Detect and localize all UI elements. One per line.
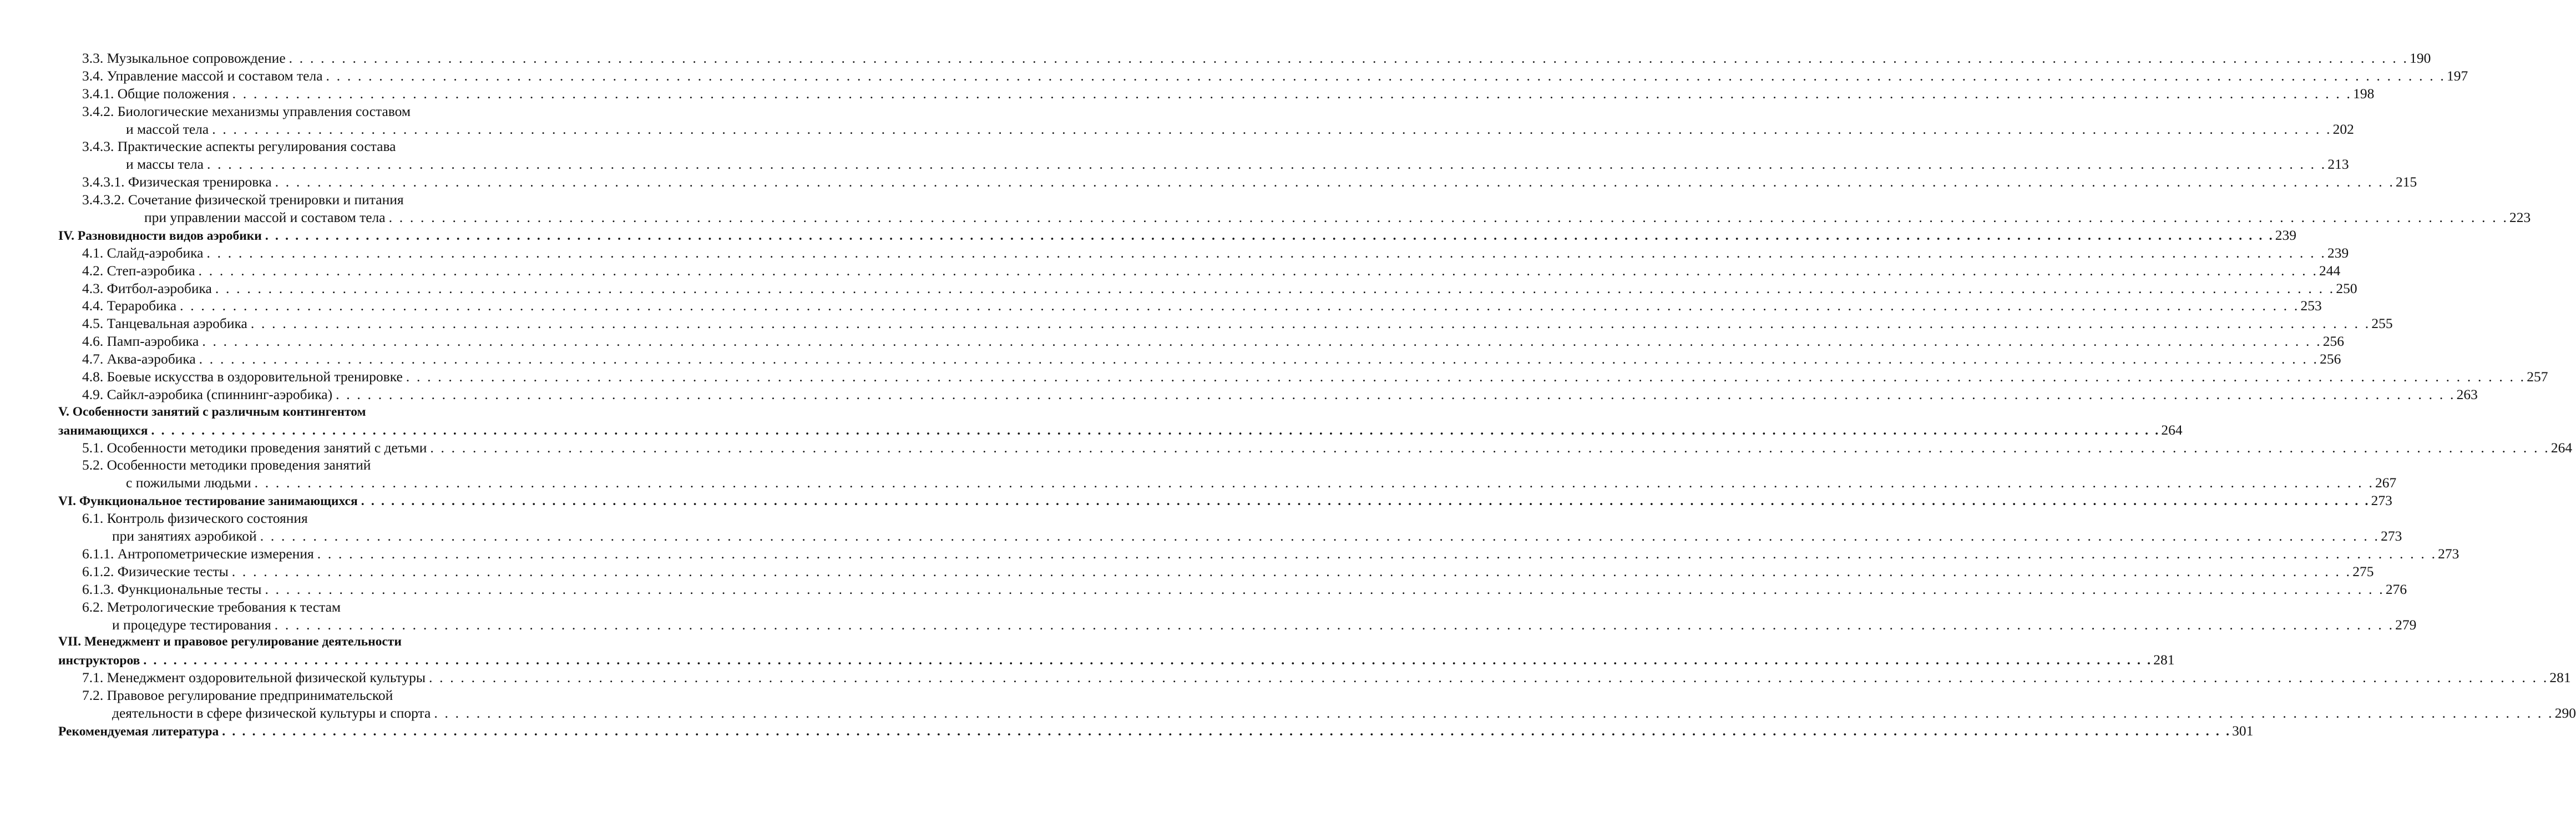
toc-page-number: 281 bbox=[2549, 669, 2571, 686]
toc-page-number: 264 bbox=[2161, 421, 2183, 438]
toc-entry bbox=[0, 510, 555, 527]
toc-entry-title: V. Особенности занятий с различным контингентом bbox=[58, 404, 366, 419]
toc-entry bbox=[0, 297, 2322, 315]
toc-dot-leader: . . . . . . . . . . . . . . . . . . . . . . . . . . . . . . . . . . . . . . . . . . . . . . . . . . . . . . . . . . . . . . . . . . . . . . . . . . . . . . . . . . . . . . . . . . . . . . . . . . . . . . . . . . . . . . . . . . . . . . . . . . . . . . . . . . . . . . . . . . . . . . . . . . . . . . . . . . . . . . . . . . . . . . . . . . . . . . . . . . . . . . . . . . . . . . . . . . . . . . . . bbox=[406, 369, 2526, 385]
toc-entry-title: и массой тела bbox=[126, 120, 212, 138]
toc-entry bbox=[0, 581, 2407, 598]
toc-dot-leader: . . . . . . . . . . . . . . . . . . . . . . . . . . . . . . . . . . . . . . . . . . . . . . . . . . . . . . . . . . . . . . . . . . . . . . . . . . . . . . . . . . . . . . . . . . . . . . . . . . . . . . . . . . . . . . . . . . . . . . . . . . . . . . . . . . . . . . . . . . . . . . . . . . . . . . . . . . . . . . . . . . . . . . . . . . . . . . . . . . . . . . . . . . . . . . . . . . . . . . . . bbox=[198, 262, 2319, 279]
toc-page-number: 190 bbox=[2410, 50, 2431, 66]
toc-entry bbox=[0, 244, 2349, 262]
toc-entry-title: 5.1. Особенности методики проведения занятий с детьми bbox=[82, 439, 430, 457]
toc-entry bbox=[0, 598, 555, 616]
toc-entry bbox=[0, 474, 2397, 492]
toc-dot-leader: . . . . . . . . . . . . . . . . . . . . . . . . . . . . . . . . . . . . . . . . . . . . . . . . . . . . . . . . . . . . . . . . . . . . . . . . . . . . . . . . . . . . . . . . . . . . . . . . . . . . . . . . . . . . . . . . . . . . . . . . . . . . . . . . . . . . . . . . . . . . . . . . . . . . . . . . . . . . . . . . . . . . . . . . . . . . . . . . . . . . . . . . . . . . . . . . . . . . . . . . bbox=[274, 616, 2395, 633]
toc-entry-title: 3.4.2. Биологические механизмы управления составом bbox=[82, 103, 411, 119]
toc-page-number: 275 bbox=[2352, 563, 2374, 579]
toc-entry bbox=[0, 439, 2573, 457]
toc-entry-title: 4.9. Сайкл-аэробика (спиннинг-аэробика) bbox=[82, 386, 336, 404]
toc-page-number: 263 bbox=[2456, 386, 2478, 402]
toc-entry-title: деятельности в сфере физической культуры и спорта bbox=[112, 704, 434, 722]
toc-entry bbox=[0, 404, 555, 421]
toc-dot-leader: . . . . . . . . . . . . . . . . . . . . . . . . . . . . . . . . . . . . . . . . . . . . . . . . . . . . . . . . . . . . . . . . . . . . . . . . . . . . . . . . . . . . . . . . . . . . . . . . . . . . . . . . . . . . . . . . . . . . . . . . . . . . . . . . . . . . . . . . . . . . . . . . . . . . . . . . . . . . . . . . . . . . . . . . . . . . . . . . . . . . . . . . . . . . . . . . . . . . . . . . bbox=[222, 724, 2231, 739]
toc-entry-title: 6.2. Метрологические требования к тестам bbox=[82, 598, 341, 615]
toc-page-number: 276 bbox=[2385, 581, 2407, 597]
toc-dot-leader: . . . . . . . . . . . . . . . . . . . . . . . . . . . . . . . . . . . . . . . . . . . . . . . . . . . . . . . . . . . . . . . . . . . . . . . . . . . . . . . . . . . . . . . . . . . . . . . . . . . . . . . . . . . . . . . . . . . . . . . . . . . . . . . . . . . . . . . . . . . . . . . . . . . . . . . . . . . . . . . . . . . . . . . . . . . . . . . . . . . . . . . . . . . . . . . . . . . . . . . . bbox=[180, 297, 2300, 314]
toc-entry bbox=[0, 103, 555, 120]
toc-entry-title: при занятиях аэробикой bbox=[112, 527, 260, 545]
toc-page-number: 244 bbox=[2319, 262, 2341, 279]
toc-page-number: 290 bbox=[2554, 704, 2576, 721]
toc-entry bbox=[0, 173, 2417, 191]
toc-entry-title: 4.2. Степ-аэробика bbox=[82, 262, 199, 280]
toc-dot-leader: . . . . . . . . . . . . . . . . . . . . . . . . . . . . . . . . . . . . . . . . . . . . . . . . . . . . . . . . . . . . . . . . . . . . . . . . . . . . . . . . . . . . . . . . . . . . . . . . . . . . . . . . . . . . . . . . . . . . . . . . . . . . . . . . . . . . . . . . . . . . . . . . . . . . . . . . . . . . . . . . . . . . . . . . . . . . . . . . . . . . . . . . . . . . . . . . . . . . . . . . bbox=[361, 494, 2370, 509]
toc-dot-leader: . . . . . . . . . . . . . . . . . . . . . . . . . . . . . . . . . . . . . . . . . . . . . . . . . . . . . . . . . . . . . . . . . . . . . . . . . . . . . . . . . . . . . . . . . . . . . . . . . . . . . . . . . . . . . . . . . . . . . . . . . . . . . . . . . . . . . . . . . . . . . . . . . . . . . . . . . . . . . . . . . . . . . . . . . . . . . . . . . . . . . . . . . . . . . . . . . . . . . . . . bbox=[212, 120, 2332, 137]
toc-entry-title: 3.4.1. Общие положения bbox=[82, 85, 232, 103]
toc-entry-title: 3.4.3.1. Физическая тренировка bbox=[82, 173, 275, 191]
toc-dot-leader: . . . . . . . . . . . . . . . . . . . . . . . . . . . . . . . . . . . . . . . . . . . . . . . . . . . . . . . . . . . . . . . . . . . . . . . . . . . . . . . . . . . . . . . . . . . . . . . . . . . . . . . . . . . . . . . . . . . . . . . . . . . . . . . . . . . . . . . . . . . . . . . . . . . . . . . . . . . . . . . . . . . . . . . . . . . . . . . . . . . . . . . . . . . . . . . . . . . . . . . . bbox=[206, 156, 2327, 173]
toc-dot-leader: . . . . . . . . . . . . . . . . . . . . . . . . . . . . . . . . . . . . . . . . . . . . . . . . . . . . . . . . . . . . . . . . . . . . . . . . . . . . . . . . . . . . . . . . . . . . . . . . . . . . . . . . . . . . . . . . . . . . . . . . . . . . . . . . . . . . . . . . . . . . . . . . . . . . . . . . . . . . . . . . . . . . . . . . . . . . . . . . . . . . . . . . . . . . . . . . . . . . . . . . bbox=[199, 351, 2319, 367]
toc-entry-title: 3.4. Управление массой и составом тела bbox=[82, 67, 326, 85]
toc-entry bbox=[0, 85, 2375, 103]
toc-dot-leader: . . . . . . . . . . . . . . . . . . . . . . . . . . . . . . . . . . . . . . . . . . . . . . . . . . . . . . . . . . . . . . . . . . . . . . . . . . . . . . . . . . . . . . . . . . . . . . . . . . . . . . . . . . . . . . . . . . . . . . . . . . . . . . . . . . . . . . . . . . . . . . . . . . . . . . . . . . . . . . . . . . . . . . . . . . . . . . . . . . . . . . . . . . . . . . . . . . . . . . . . bbox=[430, 439, 2550, 456]
toc-page-number: 273 bbox=[2371, 492, 2392, 509]
table-of-contents bbox=[0, 49, 2576, 740]
toc-dot-leader: . . . . . . . . . . . . . . . . . . . . . . . . . . . . . . . . . . . . . . . . . . . . . . . . . . . . . . . . . . . . . . . . . . . . . . . . . . . . . . . . . . . . . . . . . . . . . . . . . . . . . . . . . . . . . . . . . . . . . . . . . . . . . . . . . . . . . . . . . . . . . . . . . . . . . . . . . . . . . . . . . . . . . . . . . . . . . . . . . . . . . . . . . . . . . . . . . . . . . . . . bbox=[265, 228, 2274, 243]
toc-page-number: 213 bbox=[2327, 156, 2349, 173]
toc-entry-title: IV. Разновидности видов аэробики bbox=[58, 228, 265, 245]
toc-dot-leader: . . . . . . . . . . . . . . . . . . . . . . . . . . . . . . . . . . . . . . . . . . . . . . . . . . . . . . . . . . . . . . . . . . . . . . . . . . . . . . . . . . . . . . . . . . . . . . . . . . . . . . . . . . . . . . . . . . . . . . . . . . . . . . . . . . . . . . . . . . . . . . . . . . . . . . . . . . . . . . . . . . . . . . . . . . . . . . . . . . . . . . . . . . . . . . . . . . . . . . . . bbox=[250, 315, 2371, 332]
toc-entry-title: 3.3. Музыкальное сопровождение bbox=[82, 49, 289, 67]
toc-entry bbox=[0, 687, 555, 704]
toc-entry bbox=[0, 722, 2254, 740]
toc-page-number: 215 bbox=[2396, 174, 2417, 190]
toc-entry bbox=[0, 226, 2297, 244]
toc-entry-title: 4.1. Слайд-аэробика bbox=[82, 244, 207, 262]
toc-page-number: 197 bbox=[2446, 67, 2468, 84]
toc-dot-leader: . . . . . . . . . . . . . . . . . . . . . . . . . . . . . . . . . . . . . . . . . . . . . . . . . . . . . . . . . . . . . . . . . . . . . . . . . . . . . . . . . . . . . . . . . . . . . . . . . . . . . . . . . . . . . . . . . . . . . . . . . . . . . . . . . . . . . . . . . . . . . . . . . . . . . . . . . . . . . . . . . . . . . . . . . . . . . . . . . . . . . . . . . . . . . . . . . . . . . . . . bbox=[151, 423, 2160, 438]
toc-page-number: 253 bbox=[2300, 297, 2322, 314]
toc-entry-title: 7.2. Правовое регулирование предпринимательской bbox=[82, 687, 393, 704]
toc-entry-title: 4.6. Памп-аэробика bbox=[82, 332, 202, 350]
toc-entry bbox=[0, 492, 2392, 510]
toc-entry-title: 5.2. Особенности методики проведения занятий bbox=[82, 457, 371, 473]
toc-entry-title: 4.5. Танцевальная аэробика bbox=[82, 315, 251, 332]
toc-entry-title: 6.1.3. Функциональные тесты bbox=[82, 581, 265, 598]
toc-dot-leader: . . . . . . . . . . . . . . . . . . . . . . . . . . . . . . . . . . . . . . . . . . . . . . . . . . . . . . . . . . . . . . . . . . . . . . . . . . . . . . . . . . . . . . . . . . . . . . . . . . . . . . . . . . . . . . . . . . . . . . . . . . . . . . . . . . . . . . . . . . . . . . . . . . . . . . . . . . . . . . . . . . . . . . . . . . . . . . . . . . . . . . . . . . . . . . . . . . . . . . . . bbox=[202, 333, 2322, 350]
toc-page-number: 273 bbox=[2381, 528, 2402, 544]
toc-entry-title: 3.4.3.2. Сочетание физической тренировки и питания bbox=[82, 191, 404, 208]
toc-entry-title: инструкторов bbox=[58, 652, 143, 670]
toc-page-number: 279 bbox=[2395, 616, 2417, 633]
toc-dot-leader: . . . . . . . . . . . . . . . . . . . . . . . . . . . . . . . . . . . . . . . . . . . . . . . . . . . . . . . . . . . . . . . . . . . . . . . . . . . . . . . . . . . . . . . . . . . . . . . . . . . . . . . . . . . . . . . . . . . . . . . . . . . . . . . . . . . . . . . . . . . . . . . . . . . . . . . . . . . . . . . . . . . . . . . . . . . . . . . . . . . . . . . . . . . . . . . . . . . . . . . . bbox=[206, 244, 2326, 261]
toc-page-number: 256 bbox=[2322, 333, 2345, 350]
toc-dot-leader: . . . . . . . . . . . . . . . . . . . . . . . . . . . . . . . . . . . . . . . . . . . . . . . . . . . . . . . . . . . . . . . . . . . . . . . . . . . . . . . . . . . . . . . . . . . . . . . . . . . . . . . . . . . . . . . . . . . . . . . . . . . . . . . . . . . . . . . . . . . . . . . . . . . . . . . . . . . . . . . . . . . . . . . . . . . . . . . . . . . . . . . . . . . . . . . . . . . . . . . . bbox=[143, 653, 2153, 668]
toc-page-number: 273 bbox=[2438, 545, 2459, 562]
toc-page-number: 281 bbox=[2153, 652, 2175, 668]
toc-page-number: 267 bbox=[2375, 475, 2397, 491]
toc-entry-title: 7.1. Менеджмент оздоровительной физической культуры bbox=[82, 669, 429, 687]
toc-dot-leader: . . . . . . . . . . . . . . . . . . . . . . . . . . . . . . . . . . . . . . . . . . . . . . . . . . . . . . . . . . . . . . . . . . . . . . . . . . . . . . . . . . . . . . . . . . . . . . . . . . . . . . . . . . . . . . . . . . . . . . . . . . . . . . . . . . . . . . . . . . . . . . . . . . . . . . . . . . . . . . . . . . . . . . . . . . . . . . . . . . . . . . . . . . . . . . . . . . . . . . . . bbox=[317, 545, 2437, 562]
toc-page-number: 198 bbox=[2353, 85, 2375, 102]
toc-entry-title: с пожилыми людьми bbox=[126, 474, 255, 492]
toc-entry bbox=[0, 527, 2402, 545]
toc-page-number: 301 bbox=[2232, 722, 2254, 739]
toc-entry bbox=[0, 386, 2478, 404]
toc-entry-title: Рекомендуемая литература bbox=[58, 723, 222, 741]
toc-page-number: 239 bbox=[2275, 226, 2297, 243]
toc-dot-leader: . . . . . . . . . . . . . . . . . . . . . . . . . . . . . . . . . . . . . . . . . . . . . . . . . . . . . . . . . . . . . . . . . . . . . . . . . . . . . . . . . . . . . . . . . . . . . . . . . . . . . . . . . . . . . . . . . . . . . . . . . . . . . . . . . . . . . . . . . . . . . . . . . . . . . . . . . . . . . . . . . . . . . . . . . . . . . . . . . . . . . . . . . . . . . . . . . . . . . . . . bbox=[260, 528, 2380, 544]
toc-entry bbox=[0, 669, 2571, 687]
toc-entry bbox=[0, 138, 555, 155]
toc-entry-title: 6.1.1. Антропометрические измерения bbox=[82, 545, 317, 563]
toc-entry bbox=[0, 350, 2341, 368]
toc-entry bbox=[0, 280, 2357, 297]
toc-entry-title: 4.7. Аква-аэробика bbox=[82, 350, 199, 368]
toc-entry bbox=[0, 67, 2468, 85]
toc-entry-title: и процедуре тестирования bbox=[112, 616, 275, 634]
toc-dot-leader: . . . . . . . . . . . . . . . . . . . . . . . . . . . . . . . . . . . . . . . . . . . . . . . . . . . . . . . . . . . . . . . . . . . . . . . . . . . . . . . . . . . . . . . . . . . . . . . . . . . . . . . . . . . . . . . . . . . . . . . . . . . . . . . . . . . . . . . . . . . . . . . . . . . . . . . . . . . . . . . . . . . . . . . . . . . . . . . . . . . . . . . . . . . . . . . . . . . . . . . . bbox=[336, 386, 2456, 402]
toc-dot-leader: . . . . . . . . . . . . . . . . . . . . . . . . . . . . . . . . . . . . . . . . . . . . . . . . . . . . . . . . . . . . . . . . . . . . . . . . . . . . . . . . . . . . . . . . . . . . . . . . . . . . . . . . . . . . . . . . . . . . . . . . . . . . . . . . . . . . . . . . . . . . . . . . . . . . . . . . . . . . . . . . . . . . . . . . . . . . . . . . . . . . . . . . . . . . . . . . . . . . . . . . bbox=[388, 209, 2509, 226]
toc-entry bbox=[0, 262, 2341, 280]
toc-dot-leader: . . . . . . . . . . . . . . . . . . . . . . . . . . . . . . . . . . . . . . . . . . . . . . . . . . . . . . . . . . . . . . . . . . . . . . . . . . . . . . . . . . . . . . . . . . . . . . . . . . . . . . . . . . . . . . . . . . . . . . . . . . . . . . . . . . . . . . . . . . . . . . . . . . . . . . . . . . . . . . . . . . . . . . . . . . . . . . . . . . . . . . . . . . . . . . . . . . . . . . . . bbox=[434, 704, 2554, 721]
toc-entry-title: и массы тела bbox=[126, 155, 207, 173]
toc-page-number: 239 bbox=[2327, 244, 2349, 261]
toc-page-number: 223 bbox=[2509, 209, 2531, 226]
toc-dot-leader: . . . . . . . . . . . . . . . . . . . . . . . . . . . . . . . . . . . . . . . . . . . . . . . . . . . . . . . . . . . . . . . . . . . . . . . . . . . . . . . . . . . . . . . . . . . . . . . . . . . . . . . . . . . . . . . . . . . . . . . . . . . . . . . . . . . . . . . . . . . . . . . . . . . . . . . . . . . . . . . . . . . . . . . . . . . . . . . . . . . . . . . . . . . . . . . . . . . . . . . . bbox=[232, 85, 2352, 102]
toc-dot-leader: . . . . . . . . . . . . . . . . . . . . . . . . . . . . . . . . . . . . . . . . . . . . . . . . . . . . . . . . . . . . . . . . . . . . . . . . . . . . . . . . . . . . . . . . . . . . . . . . . . . . . . . . . . . . . . . . . . . . . . . . . . . . . . . . . . . . . . . . . . . . . . . . . . . . . . . . . . . . . . . . . . . . . . . . . . . . . . . . . . . . . . . . . . . . . . . . . . . . . . . . bbox=[275, 174, 2395, 190]
toc-entry-title: 4.8. Боевые искусства в оздоровительной тренировке bbox=[82, 368, 406, 386]
toc-page-number: 250 bbox=[2336, 280, 2357, 296]
toc-dot-leader: . . . . . . . . . . . . . . . . . . . . . . . . . . . . . . . . . . . . . . . . . . . . . . . . . . . . . . . . . . . . . . . . . . . . . . . . . . . . . . . . . . . . . . . . . . . . . . . . . . . . . . . . . . . . . . . . . . . . . . . . . . . . . . . . . . . . . . . . . . . . . . . . . . . . . . . . . . . . . . . . . . . . . . . . . . . . . . . . . . . . . . . . . . . . . . . . . . . . . . . . bbox=[289, 50, 2409, 66]
toc-page-number: 202 bbox=[2332, 120, 2354, 137]
toc-entry-title: 6.1.2. Физические тесты bbox=[82, 563, 232, 581]
toc-entry bbox=[0, 368, 2548, 386]
toc-entry bbox=[0, 191, 555, 209]
toc-entry-title: при управлении массой и составом тела bbox=[144, 209, 389, 226]
toc-entry bbox=[0, 49, 2431, 67]
toc-entry-title: VII. Менеджмент и правовое регулирование деятельности bbox=[58, 634, 402, 649]
toc-page-number: 264 bbox=[2550, 439, 2573, 456]
toc-entry bbox=[0, 633, 555, 651]
toc-entry bbox=[0, 563, 2374, 581]
toc-entry bbox=[0, 651, 2175, 669]
toc-entry bbox=[0, 315, 2393, 332]
toc-dot-leader: . . . . . . . . . . . . . . . . . . . . . . . . . . . . . . . . . . . . . . . . . . . . . . . . . . . . . . . . . . . . . . . . . . . . . . . . . . . . . . . . . . . . . . . . . . . . . . . . . . . . . . . . . . . . . . . . . . . . . . . . . . . . . . . . . . . . . . . . . . . . . . . . . . . . . . . . . . . . . . . . . . . . . . . . . . . . . . . . . . . . . . . . . . . . . . . . . . . . . . . . bbox=[254, 475, 2375, 491]
toc-entry bbox=[0, 209, 2531, 226]
toc-entry-title: 4.4. Тераробика bbox=[82, 297, 180, 315]
toc-page-number: 255 bbox=[2371, 315, 2393, 332]
toc-dot-leader: . . . . . . . . . . . . . . . . . . . . . . . . . . . . . . . . . . . . . . . . . . . . . . . . . . . . . . . . . . . . . . . . . . . . . . . . . . . . . . . . . . . . . . . . . . . . . . . . . . . . . . . . . . . . . . . . . . . . . . . . . . . . . . . . . . . . . . . . . . . . . . . . . . . . . . . . . . . . . . . . . . . . . . . . . . . . . . . . . . . . . . . . . . . . . . . . . . . . . . . . bbox=[265, 581, 2385, 597]
toc-entry bbox=[0, 545, 2459, 563]
toc-entry bbox=[0, 616, 2417, 634]
toc-entry-title: занимающихся bbox=[58, 422, 151, 440]
toc-entry bbox=[0, 155, 2349, 173]
toc-entry-title: 4.3. Фитбол-аэробика bbox=[82, 280, 215, 297]
toc-dot-leader: . . . . . . . . . . . . . . . . . . . . . . . . . . . . . . . . . . . . . . . . . . . . . . . . . . . . . . . . . . . . . . . . . . . . . . . . . . . . . . . . . . . . . . . . . . . . . . . . . . . . . . . . . . . . . . . . . . . . . . . . . . . . . . . . . . . . . . . . . . . . . . . . . . . . . . . . . . . . . . . . . . . . . . . . . . . . . . . . . . . . . . . . . . . . . . . . . . . . . . . . bbox=[215, 280, 2335, 296]
toc-page-number: 257 bbox=[2527, 369, 2548, 385]
toc-dot-leader: . . . . . . . . . . . . . . . . . . . . . . . . . . . . . . . . . . . . . . . . . . . . . . . . . . . . . . . . . . . . . . . . . . . . . . . . . . . . . . . . . . . . . . . . . . . . . . . . . . . . . . . . . . . . . . . . . . . . . . . . . . . . . . . . . . . . . . . . . . . . . . . . . . . . . . . . . . . . . . . . . . . . . . . . . . . . . . . . . . . . . . . . . . . . . . . . . . . . . . . . bbox=[428, 669, 2549, 686]
toc-page-number: 256 bbox=[2320, 351, 2341, 367]
toc-entry-title: 6.1. Контроль физического состояния bbox=[82, 510, 308, 527]
toc-dot-leader: . . . . . . . . . . . . . . . . . . . . . . . . . . . . . . . . . . . . . . . . . . . . . . . . . . . . . . . . . . . . . . . . . . . . . . . . . . . . . . . . . . . . . . . . . . . . . . . . . . . . . . . . . . . . . . . . . . . . . . . . . . . . . . . . . . . . . . . . . . . . . . . . . . . . . . . . . . . . . . . . . . . . . . . . . . . . . . . . . . . . . . . . . . . . . . . . . . . . . . . . bbox=[231, 563, 2352, 579]
toc-entry bbox=[0, 704, 2576, 722]
toc-entry bbox=[0, 332, 2345, 350]
toc-entry-title: VI. Функциональное тестирование занимающихся bbox=[58, 493, 361, 511]
toc-entry-title: 3.4.3. Практические аспекты регулирования состава bbox=[82, 138, 396, 155]
toc-entry bbox=[0, 421, 2183, 439]
toc-entry bbox=[0, 456, 555, 474]
toc-entry bbox=[0, 120, 2354, 138]
toc-dot-leader: . . . . . . . . . . . . . . . . . . . . . . . . . . . . . . . . . . . . . . . . . . . . . . . . . . . . . . . . . . . . . . . . . . . . . . . . . . . . . . . . . . . . . . . . . . . . . . . . . . . . . . . . . . . . . . . . . . . . . . . . . . . . . . . . . . . . . . . . . . . . . . . . . . . . . . . . . . . . . . . . . . . . . . . . . . . . . . . . . . . . . . . . . . . . . . . . . . . . . . . . bbox=[326, 67, 2446, 84]
